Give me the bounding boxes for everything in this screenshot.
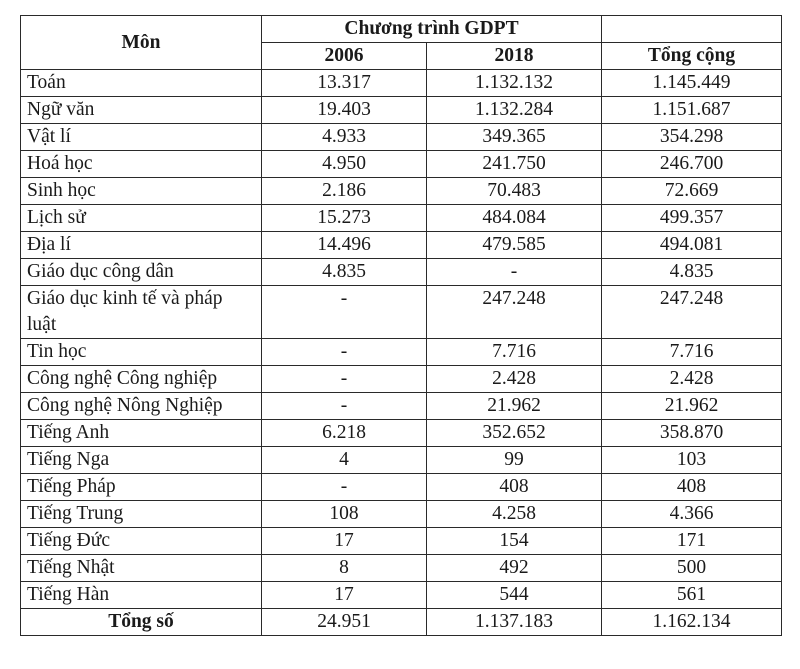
subject-cell: Toán	[21, 70, 262, 97]
value-2018-cell: 1.132.132	[427, 70, 602, 97]
subject-cell: Tiếng Nhật	[21, 555, 262, 582]
total-value-cell: 1.145.449	[602, 70, 782, 97]
value-2006-cell: 19.403	[262, 97, 427, 124]
value-2018-cell: 408	[427, 474, 602, 501]
statistics-table	[20, 15, 782, 636]
total-value-cell: 408	[602, 474, 782, 501]
value-2006-cell: -	[262, 393, 427, 420]
value-2018-cell: 1.132.284	[427, 97, 602, 124]
value-2018-cell: 7.716	[427, 339, 602, 366]
total-value-cell: 494.081	[602, 232, 782, 259]
subject-column-header: Môn	[21, 16, 262, 70]
table-row	[21, 393, 782, 420]
total-value-cell: 499.357	[602, 205, 782, 232]
value-2018-cell: 484.084	[427, 205, 602, 232]
subject-cell: Sinh học	[21, 178, 262, 205]
table-row	[21, 528, 782, 555]
table-row	[21, 366, 782, 393]
total-value-cell: 246.700	[602, 151, 782, 178]
value-2006-cell: 108	[262, 501, 427, 528]
table-row	[21, 178, 782, 205]
total-value-cell: 21.962	[602, 393, 782, 420]
blank-header-cell	[602, 16, 782, 43]
grand-total-cell: 1.162.134	[602, 609, 782, 636]
table-row	[21, 555, 782, 582]
total-value-cell: 354.298	[602, 124, 782, 151]
value-2006-cell: -	[262, 474, 427, 501]
total-value-cell: 171	[602, 528, 782, 555]
value-2018-cell: 70.483	[427, 178, 602, 205]
subject-cell: Địa lí	[21, 232, 262, 259]
total-value-cell: 500	[602, 555, 782, 582]
table-row	[21, 259, 782, 286]
total-value-cell: 358.870	[602, 420, 782, 447]
value-2018-cell: 479.585	[427, 232, 602, 259]
subject-cell: Vật lí	[21, 124, 262, 151]
value-2006-cell: 17	[262, 528, 427, 555]
table-body	[21, 70, 782, 609]
value-2018-cell: 4.258	[427, 501, 602, 528]
year-2006-header: 2006	[262, 43, 427, 70]
subject-cell: Tiếng Pháp	[21, 474, 262, 501]
table-row	[21, 339, 782, 366]
subject-cell: Giáo dục công dân	[21, 259, 262, 286]
table-row	[21, 582, 782, 609]
value-2018-cell: 241.750	[427, 151, 602, 178]
value-2018-cell: 2.428	[427, 366, 602, 393]
total-value-cell: 561	[602, 582, 782, 609]
table-footer	[21, 609, 782, 636]
subject-cell: Tiếng Nga	[21, 447, 262, 474]
total-value-cell: 7.716	[602, 339, 782, 366]
value-2006-cell: 17	[262, 582, 427, 609]
value-2006-cell: 2.186	[262, 178, 427, 205]
table-row	[21, 501, 782, 528]
subject-cell: Tiếng Đức	[21, 528, 262, 555]
subject-cell: Giáo dục kinh tế và pháp luật	[21, 286, 262, 339]
value-2018-cell: 492	[427, 555, 602, 582]
subject-cell: Công nghệ Công nghiệp	[21, 366, 262, 393]
value-2018-cell: 544	[427, 582, 602, 609]
table-header	[21, 16, 782, 70]
total-value-cell: 247.248	[602, 286, 782, 339]
table-row	[21, 474, 782, 501]
value-2006-cell: 4.933	[262, 124, 427, 151]
table-row	[21, 232, 782, 259]
year-2018-header: 2018	[427, 43, 602, 70]
total-value-cell: 2.428	[602, 366, 782, 393]
value-2018-cell: 21.962	[427, 393, 602, 420]
table-row	[21, 447, 782, 474]
value-2006-cell: -	[262, 339, 427, 366]
table-row	[21, 420, 782, 447]
value-2018-cell: 154	[427, 528, 602, 555]
total-2018-cell: 1.137.183	[427, 609, 602, 636]
value-2006-cell: 15.273	[262, 205, 427, 232]
value-2006-cell: 6.218	[262, 420, 427, 447]
value-2018-cell: 99	[427, 447, 602, 474]
total-row-label: Tổng số	[21, 609, 262, 636]
subject-cell: Ngữ văn	[21, 97, 262, 124]
subject-cell: Tiếng Anh	[21, 420, 262, 447]
total-value-cell: 72.669	[602, 178, 782, 205]
total-value-cell: 103	[602, 447, 782, 474]
value-2006-cell: 4.950	[262, 151, 427, 178]
total-value-cell: 4.835	[602, 259, 782, 286]
table-row	[21, 205, 782, 232]
value-2006-cell: -	[262, 366, 427, 393]
value-2006-cell: 8	[262, 555, 427, 582]
table-row	[21, 97, 782, 124]
value-2018-cell: 247.248	[427, 286, 602, 339]
total-2006-cell: 24.951	[262, 609, 427, 636]
value-2018-cell: -	[427, 259, 602, 286]
program-group-header: Chương trình GDPT	[262, 16, 602, 43]
value-2018-cell: 349.365	[427, 124, 602, 151]
header-row-top	[21, 16, 782, 43]
subject-cell: Lịch sử	[21, 205, 262, 232]
table-row	[21, 70, 782, 97]
total-column-header: Tổng cộng	[602, 43, 782, 70]
table-row	[21, 286, 782, 339]
value-2006-cell: 4.835	[262, 259, 427, 286]
total-value-cell: 1.151.687	[602, 97, 782, 124]
subject-cell: Tin học	[21, 339, 262, 366]
subject-cell: Công nghệ Nông Nghiệp	[21, 393, 262, 420]
table-row	[21, 151, 782, 178]
subject-cell: Hoá học	[21, 151, 262, 178]
table-row	[21, 124, 782, 151]
value-2006-cell: 4	[262, 447, 427, 474]
subject-cell: Tiếng Trung	[21, 501, 262, 528]
value-2006-cell: 13.317	[262, 70, 427, 97]
value-2006-cell: 14.496	[262, 232, 427, 259]
total-value-cell: 4.366	[602, 501, 782, 528]
total-row	[21, 609, 782, 636]
value-2018-cell: 352.652	[427, 420, 602, 447]
subject-cell: Tiếng Hàn	[21, 582, 262, 609]
value-2006-cell: -	[262, 286, 427, 339]
